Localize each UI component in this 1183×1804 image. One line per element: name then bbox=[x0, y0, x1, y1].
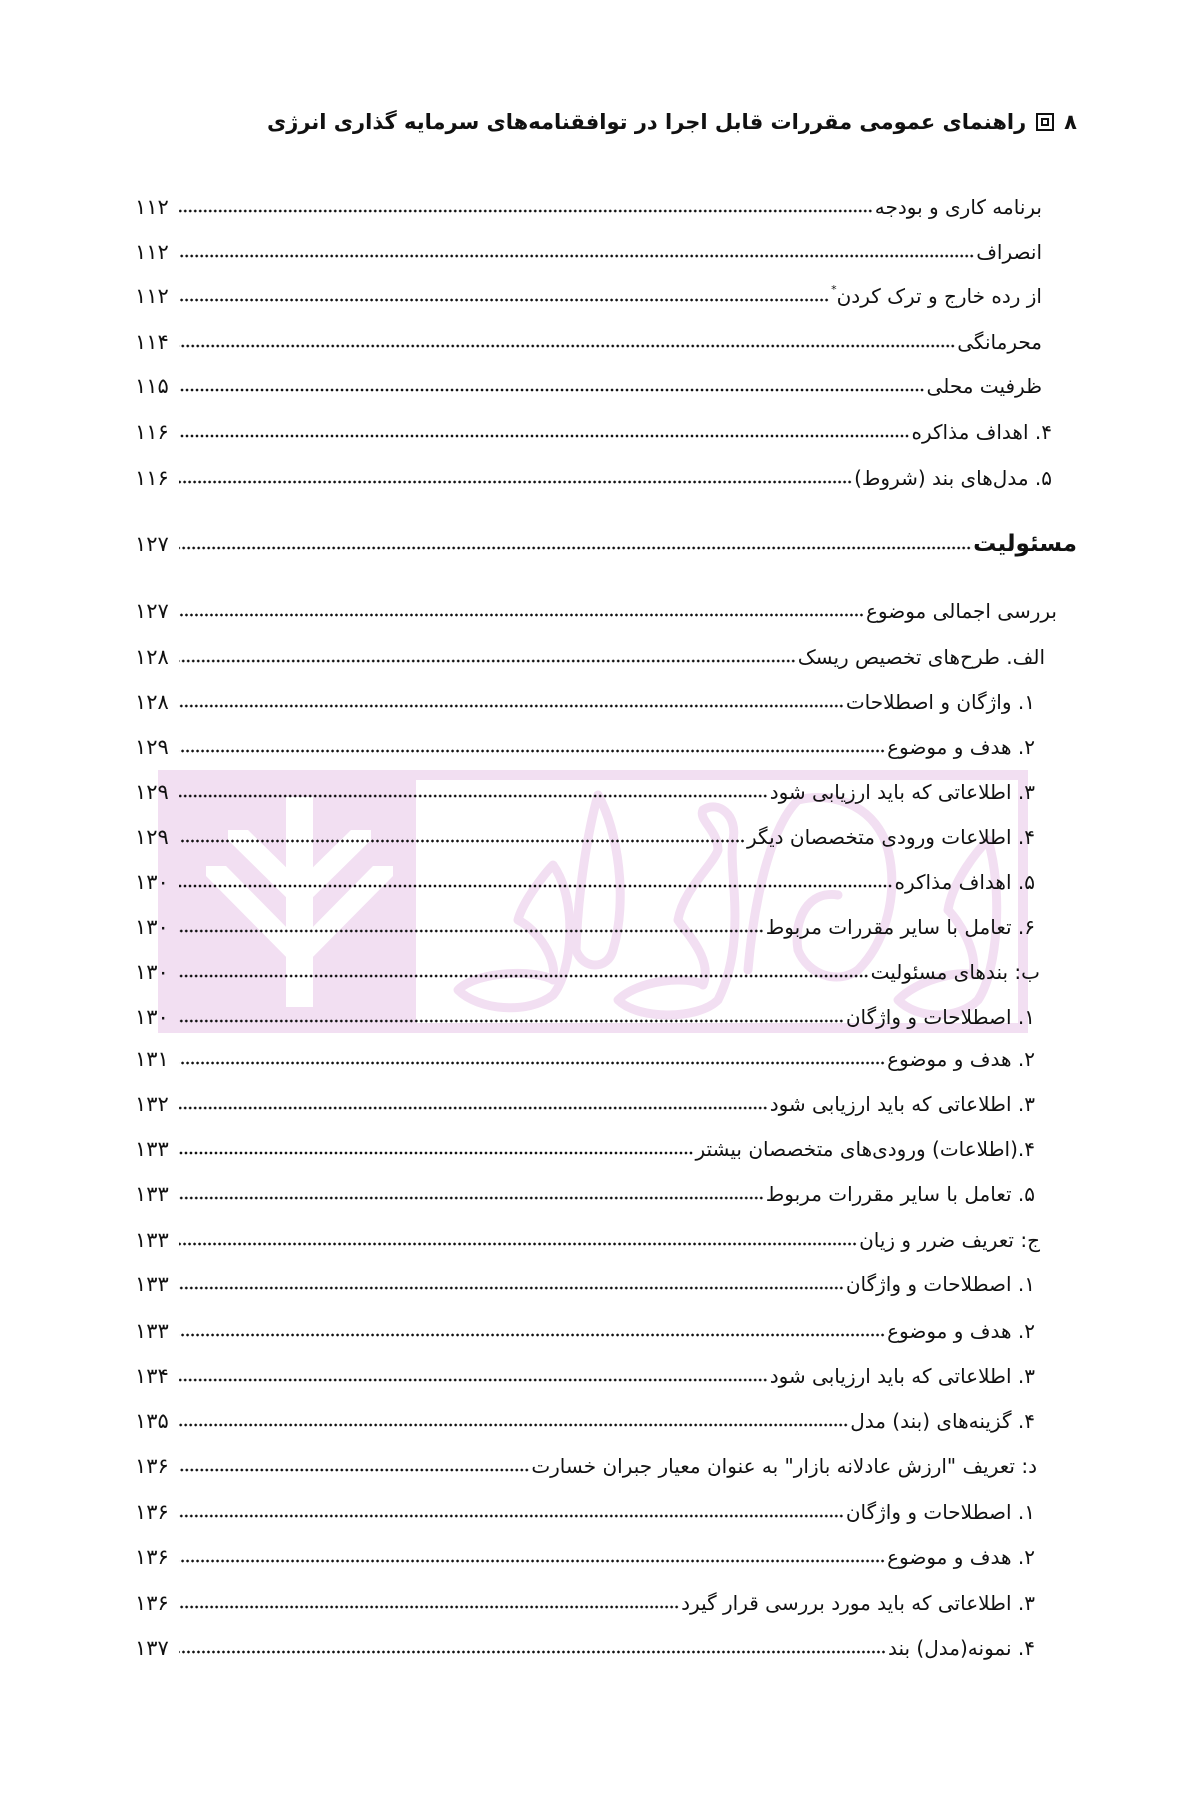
toc-entry-title-text: ۴. نمونه(مدل) بند bbox=[887, 1636, 1035, 1660]
toc-page-number: ۱۳۳ bbox=[135, 1137, 169, 1161]
toc-page-number: ۱۳۲ bbox=[135, 1092, 169, 1116]
toc-entry-title-text: ۳. اطلاعاتی که باید مورد بررسی قرار گیرد bbox=[681, 1591, 1035, 1615]
dot-leader bbox=[179, 1241, 857, 1247]
toc-page-number: ۱۳۱ bbox=[135, 1047, 169, 1071]
toc-entry-title-text: ۴. اطلاعات ورودی متخصصان دیگر bbox=[746, 825, 1035, 849]
dot-leader bbox=[179, 1649, 886, 1655]
dot-leader bbox=[179, 883, 892, 889]
dot-leader bbox=[179, 748, 885, 754]
dot-leader bbox=[179, 343, 955, 349]
toc-entry-title bbox=[770, 777, 1035, 807]
dot-leader bbox=[179, 1105, 768, 1111]
footnote-mark: * bbox=[831, 283, 837, 296]
toc-page-number: ۱۳۰ bbox=[135, 1005, 169, 1029]
toc-entry[interactable] bbox=[135, 1493, 1035, 1527]
dot-leader bbox=[179, 479, 852, 485]
toc-page-number: ۱۲۹ bbox=[135, 780, 169, 804]
toc-entry-title bbox=[866, 596, 1057, 626]
dot-leader bbox=[179, 433, 909, 439]
toc-entry-title-text: انصراف bbox=[976, 240, 1042, 264]
book-title: راهنمای عمومی مقررات قابل اجرا در توافقنامه‌های سرمایه گذاری انرژی bbox=[267, 110, 1027, 134]
toc-entry[interactable] bbox=[135, 323, 1042, 357]
dot-leader bbox=[179, 928, 764, 934]
toc-entry-title-text: ۵. اهداف مذاکره bbox=[894, 870, 1035, 894]
dot-leader bbox=[179, 545, 971, 551]
toc-entry-title-text: بررسی اجمالی موضوع bbox=[865, 599, 1057, 623]
toc-entry[interactable] bbox=[135, 1312, 1035, 1346]
toc-page-number: ۱۳۶ bbox=[135, 1545, 169, 1569]
dot-leader bbox=[179, 1018, 844, 1024]
toc-entry-title bbox=[957, 327, 1042, 357]
toc-entry-title-text: مسئولیت bbox=[973, 531, 1077, 557]
toc-entry-title-text: ۱. اصطلاحات و واژگان bbox=[845, 1005, 1035, 1029]
toc-page-number: ۱۱۶ bbox=[135, 466, 169, 490]
toc-entry-title-text: ۲. هدف و موضوع bbox=[887, 1545, 1035, 1569]
toc-entry[interactable] bbox=[135, 818, 1035, 852]
toc-entry[interactable] bbox=[135, 1447, 1037, 1481]
toc-page-number: ۱۳۶ bbox=[135, 1454, 169, 1478]
toc-entry-title-text: برنامه کاری و بودجه bbox=[874, 195, 1042, 219]
toc-entry[interactable] bbox=[135, 773, 1035, 807]
toc-entry-title bbox=[854, 463, 1052, 493]
dot-leader bbox=[179, 297, 829, 303]
toc-page-number: ۱۱۶ bbox=[135, 420, 169, 444]
toc-entry-title bbox=[911, 417, 1052, 447]
toc-entry-title-text: ۳. اطلاعاتی که باید ارزیابی شود bbox=[769, 1364, 1035, 1388]
toc-entry[interactable] bbox=[135, 1130, 1035, 1164]
dot-leader bbox=[179, 1604, 679, 1610]
toc-entry[interactable] bbox=[135, 953, 1040, 987]
dot-leader bbox=[179, 1285, 844, 1291]
toc-entry-title bbox=[850, 1406, 1035, 1436]
toc-entry[interactable] bbox=[135, 1402, 1035, 1436]
toc-entry[interactable] bbox=[135, 1085, 1035, 1119]
toc-page-number: ۱۱۵ bbox=[135, 374, 169, 398]
toc-entry[interactable] bbox=[135, 1221, 1040, 1255]
toc-entry-title bbox=[766, 1179, 1035, 1209]
toc-entry-title bbox=[831, 275, 1042, 311]
toc-entry-title bbox=[887, 732, 1035, 762]
toc-entry-title bbox=[747, 822, 1035, 852]
toc-entry-title-text: ۲. هدف و موضوع bbox=[887, 1047, 1035, 1071]
dot-leader bbox=[179, 973, 869, 979]
toc-entry-title-text: ظرفیت محلی bbox=[926, 374, 1042, 398]
toc-entry[interactable] bbox=[135, 1175, 1035, 1209]
dot-leader bbox=[179, 208, 873, 214]
page-header bbox=[267, 110, 1077, 134]
toc-entry[interactable] bbox=[135, 367, 1042, 401]
toc-page-number: ۱۳۳ bbox=[135, 1272, 169, 1296]
dot-leader bbox=[179, 612, 864, 618]
dot-leader bbox=[179, 387, 925, 393]
toc-page-number: ۱۳۴ bbox=[135, 1364, 169, 1388]
toc-page-number: ۱۳۰ bbox=[135, 915, 169, 939]
toc-page-number: ۱۳۶ bbox=[135, 1591, 169, 1615]
toc-entry-title-text: ۵. تعامل با سایر مقررات مربوط bbox=[765, 1182, 1035, 1206]
toc-entry-title bbox=[681, 1588, 1035, 1618]
toc-entry-title bbox=[888, 1633, 1035, 1663]
toc-entry-title-text: ۵. مدل‌های بند (شروط) bbox=[854, 466, 1052, 490]
toc-page-number: ۱۲۸ bbox=[135, 645, 169, 669]
toc-entry[interactable] bbox=[135, 413, 1052, 447]
toc-entry[interactable] bbox=[135, 592, 1057, 626]
toc-entry-title bbox=[766, 912, 1035, 942]
toc-entry-title-text: ۳. اطلاعاتی که باید ارزیابی شود bbox=[769, 780, 1035, 804]
toc-page-number: ۱۳۶ bbox=[135, 1500, 169, 1524]
toc-entry[interactable] bbox=[135, 1265, 1035, 1299]
toc-entry-title-text: الف. طرح‌های تخصیص ریسک bbox=[797, 645, 1045, 669]
toc-entry-title bbox=[871, 957, 1040, 987]
toc-page-number: ۱۳۰ bbox=[135, 960, 169, 984]
toc-entry-title-text: ۱. واژگان و اصطلاحات bbox=[845, 690, 1035, 714]
toc-entry-title bbox=[976, 237, 1042, 267]
toc-entry-title-text: ب: بندهای مسئولیت bbox=[870, 960, 1040, 984]
toc-page-number: ۱۲۹ bbox=[135, 825, 169, 849]
dot-leader bbox=[179, 253, 974, 259]
toc-entry-title bbox=[846, 687, 1035, 717]
toc-heading[interactable] bbox=[135, 525, 1077, 559]
toc-entry-title-text: محرمانگی bbox=[957, 330, 1042, 354]
toc-entry[interactable] bbox=[135, 459, 1052, 493]
toc-page-number: ۱۲۹ bbox=[135, 735, 169, 759]
toc-entry-title bbox=[531, 1451, 1037, 1481]
dot-leader bbox=[179, 838, 745, 844]
toc-entry-title-text: د: تعریف "ارزش عادلانه بازار" به عنوان معیار جبران خسارت bbox=[531, 1454, 1037, 1478]
toc-entry-title-text: ۱. اصطلاحات و واژگان bbox=[845, 1272, 1035, 1296]
toc-entry[interactable] bbox=[135, 863, 1035, 897]
toc-page-number: ۱۱۴ bbox=[135, 330, 169, 354]
toc-entry-title-text: ۱. اصطلاحات و واژگان bbox=[845, 1500, 1035, 1524]
dot-leader bbox=[179, 1060, 885, 1066]
toc-entry-title bbox=[770, 1089, 1035, 1119]
toc-entry-title-text: از رده خارج و ترک کردن bbox=[836, 284, 1042, 308]
toc-entry-title bbox=[887, 1044, 1035, 1074]
toc-entry[interactable] bbox=[135, 1357, 1035, 1391]
toc-entry-title bbox=[875, 192, 1042, 222]
dot-leader bbox=[179, 703, 844, 709]
toc-entry[interactable] bbox=[135, 638, 1045, 672]
dot-leader bbox=[179, 1513, 844, 1519]
toc-entry-title-text: ۶. تعامل با سایر مقررات مربوط bbox=[765, 915, 1035, 939]
toc-entry[interactable] bbox=[135, 1629, 1035, 1663]
toc-entry-title bbox=[894, 867, 1035, 897]
toc-page-number: ۱۳۳ bbox=[135, 1319, 169, 1343]
dot-leader bbox=[179, 1422, 848, 1428]
toc-entry-title-text: ۴. گزینه‌های (بند) مدل bbox=[850, 1409, 1035, 1433]
toc-page-number: ۱۲۷ bbox=[135, 599, 169, 623]
toc-entry-title-text: ۴. اهداف مذاکره bbox=[911, 420, 1052, 444]
toc-entry-title bbox=[846, 1497, 1035, 1527]
toc-entry[interactable] bbox=[135, 1584, 1035, 1618]
toc-entry[interactable] bbox=[135, 998, 1035, 1032]
dot-leader bbox=[179, 793, 768, 799]
toc-entry-title bbox=[859, 1225, 1040, 1255]
toc-entry-title-text: ج: تعریف ضرر و زیان bbox=[859, 1228, 1040, 1252]
toc-page-number: ۱۱۲ bbox=[135, 240, 169, 264]
toc-page-number: ۱۳۷ bbox=[135, 1636, 169, 1660]
toc-entry-title bbox=[695, 1134, 1035, 1164]
toc-page-number: ۱۳۵ bbox=[135, 1409, 169, 1433]
tree-logo-icon bbox=[158, 770, 1028, 1033]
toc-entry-title bbox=[887, 1542, 1035, 1572]
toc-entry-title-text: ۲. هدف و موضوع bbox=[887, 1319, 1035, 1343]
toc-entry-title-text: ۲. هدف و موضوع bbox=[887, 735, 1035, 759]
toc-entry[interactable] bbox=[135, 1040, 1035, 1074]
toc-entry-title bbox=[927, 371, 1042, 401]
page-number: ۸ bbox=[1064, 110, 1077, 134]
toc-entry-title bbox=[887, 1316, 1035, 1346]
toc-page-number: ۱۲۷ bbox=[135, 532, 169, 556]
toc-entry[interactable] bbox=[135, 1538, 1035, 1572]
toc-entry-title bbox=[973, 529, 1077, 559]
dot-leader bbox=[179, 1558, 885, 1564]
toc-page-number: ۱۳۳ bbox=[135, 1228, 169, 1252]
toc-entry-title-text: ۴.(اطلاعات) ورودی‌های متخصصان بیشتر bbox=[695, 1137, 1035, 1161]
watermark bbox=[158, 770, 1028, 1033]
toc-entry[interactable] bbox=[135, 908, 1035, 942]
toc-entry[interactable] bbox=[135, 683, 1035, 717]
toc-entry-title bbox=[770, 1361, 1035, 1391]
dot-leader bbox=[179, 1195, 764, 1201]
toc-entry-title bbox=[798, 642, 1045, 672]
toc-entry[interactable] bbox=[135, 233, 1042, 267]
toc-page-number: ۱۱۲ bbox=[135, 284, 169, 308]
toc-entry-title bbox=[846, 1002, 1035, 1032]
toc-page-number: ۱۳۳ bbox=[135, 1182, 169, 1206]
toc-page-number: ۱۲۸ bbox=[135, 690, 169, 714]
framed-square-icon bbox=[1036, 113, 1054, 131]
toc-page-number: ۱۳۰ bbox=[135, 870, 169, 894]
toc-entry-title-text: ۳. اطلاعاتی که باید ارزیابی شود bbox=[769, 1092, 1035, 1116]
toc-page-number: ۱۱۲ bbox=[135, 195, 169, 219]
dot-leader bbox=[179, 1377, 768, 1383]
toc-entry[interactable] bbox=[135, 728, 1035, 762]
dot-leader bbox=[179, 1332, 885, 1338]
toc-entry[interactable] bbox=[135, 277, 1042, 311]
dot-leader bbox=[179, 1150, 693, 1156]
toc-entry[interactable] bbox=[135, 188, 1042, 222]
toc-entry-title bbox=[846, 1269, 1035, 1299]
dot-leader bbox=[179, 658, 796, 664]
dot-leader bbox=[179, 1467, 529, 1473]
